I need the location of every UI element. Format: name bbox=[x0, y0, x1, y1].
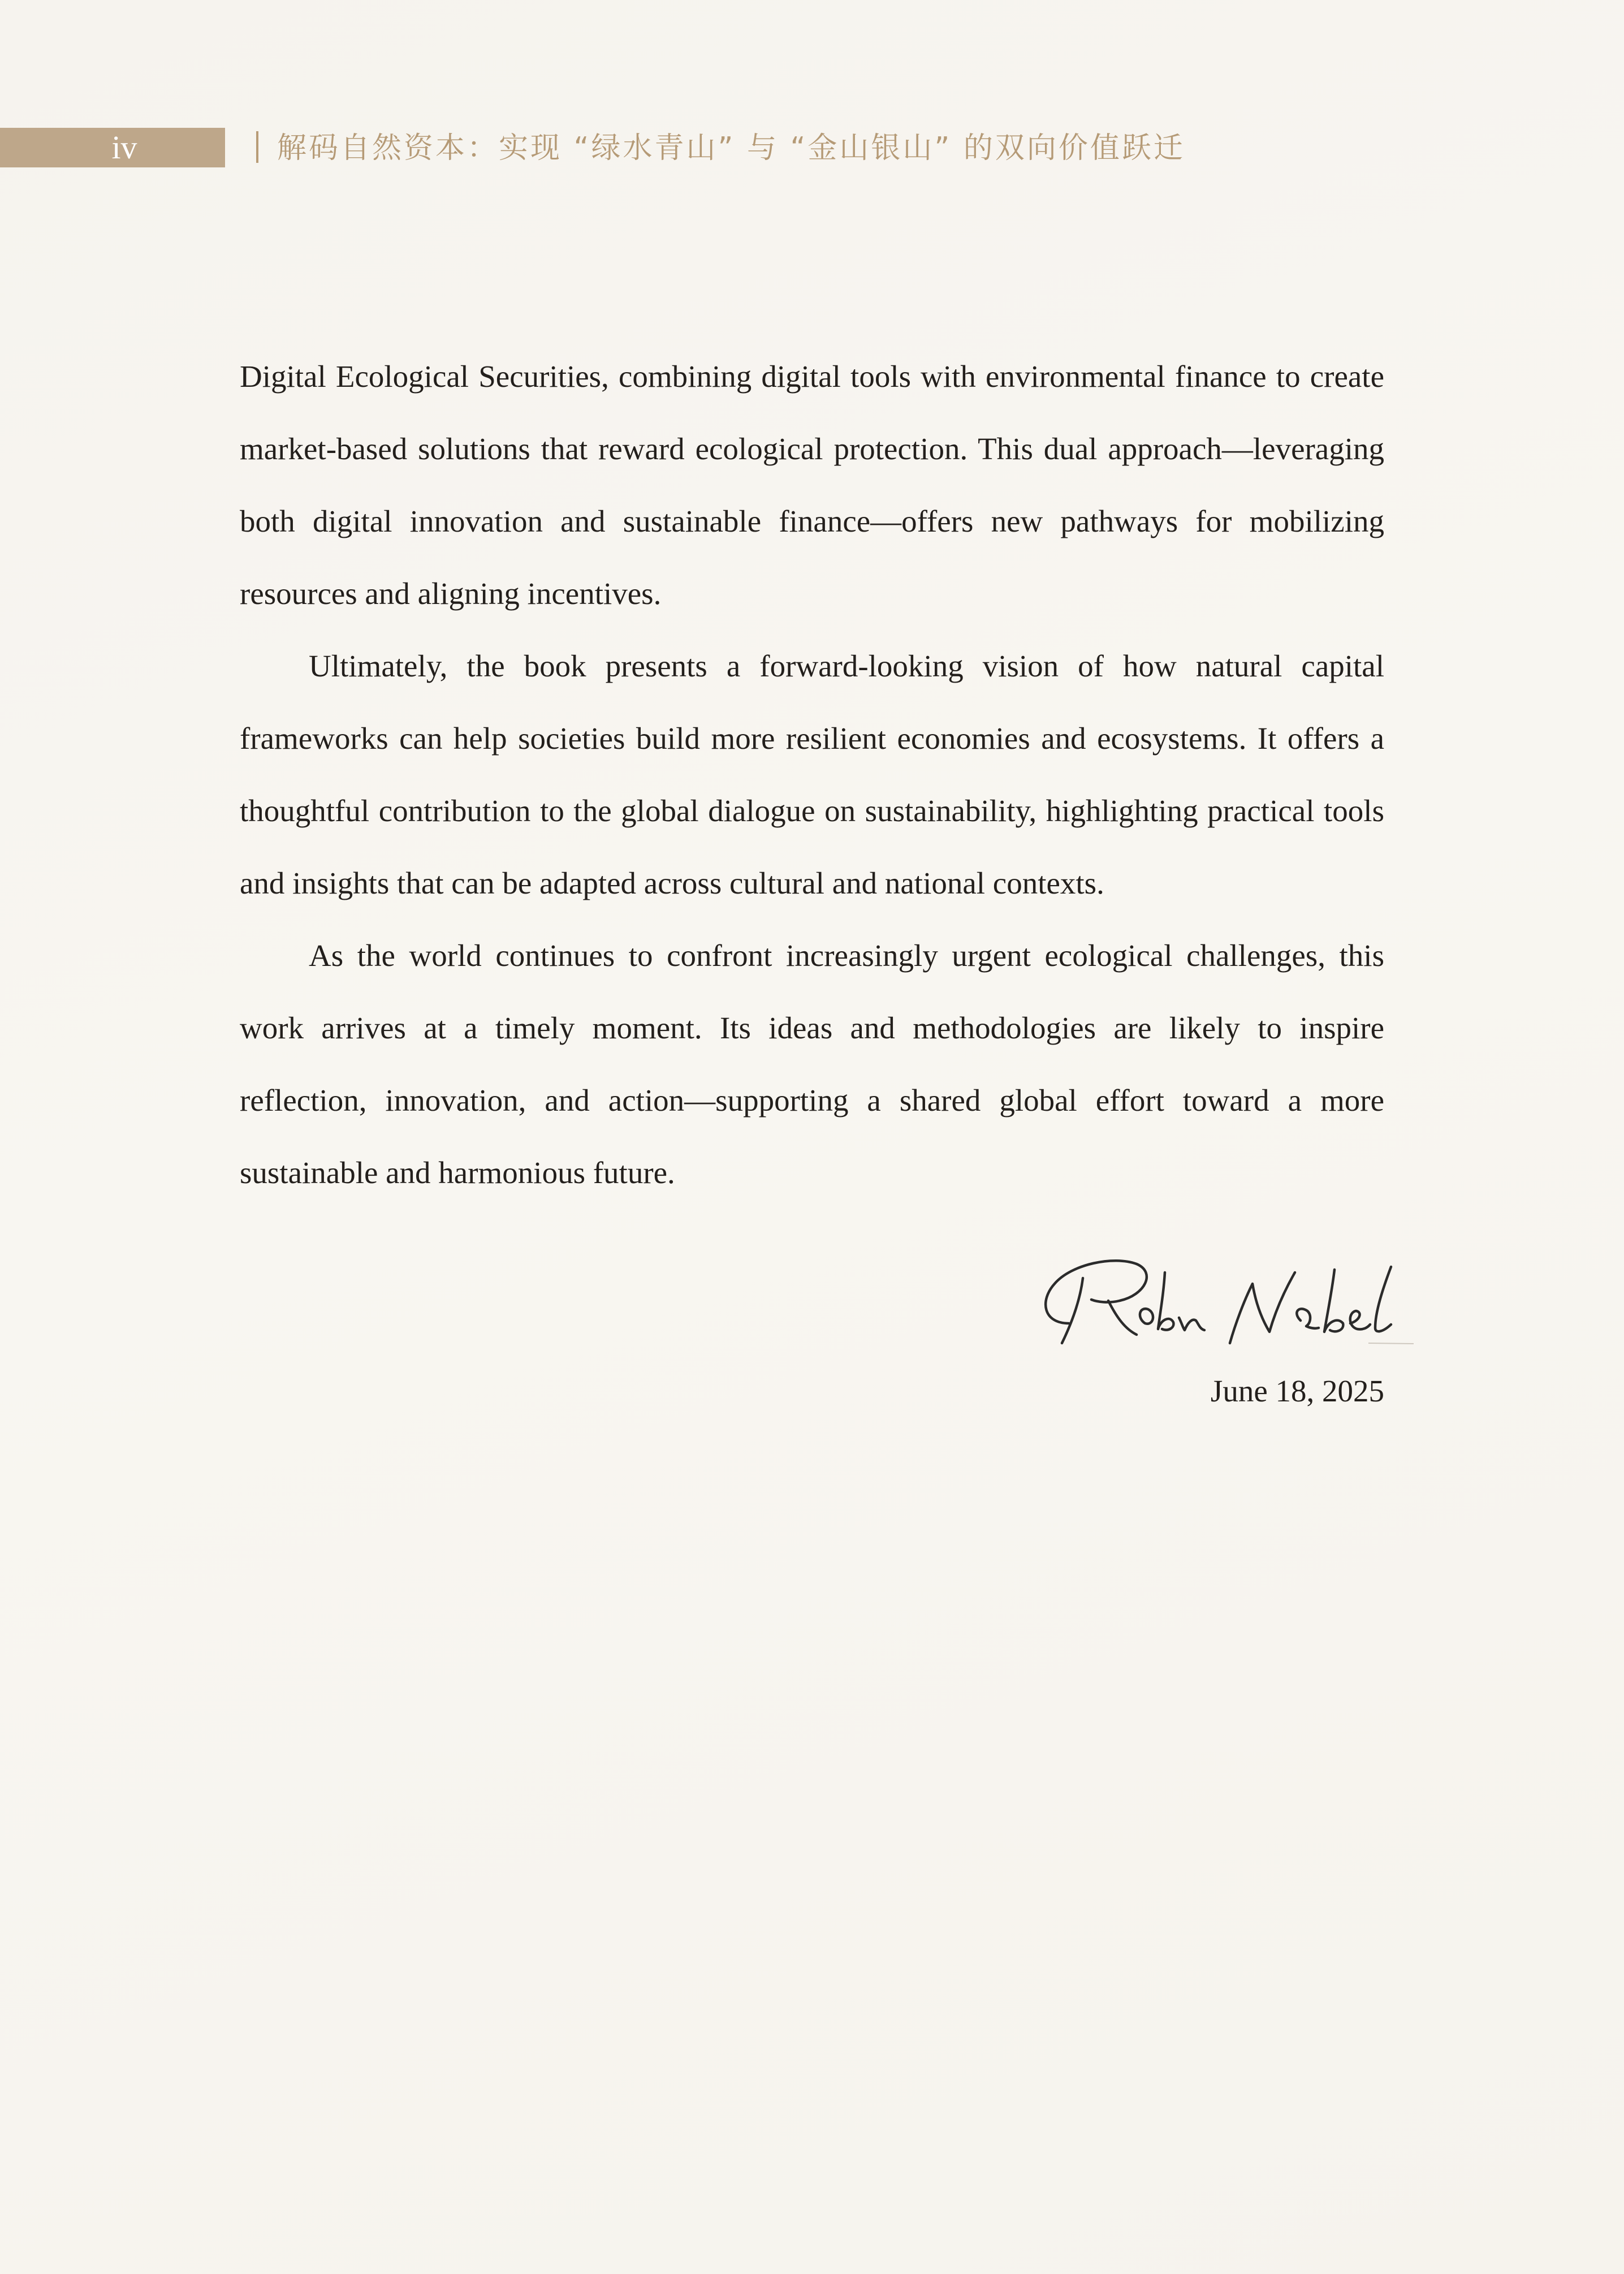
paragraph: Ultimately, the book presents a forward-looking vision of how natural capital frameworks can help societies build more resilient economies and ecosystems. It offers a thoughtful contribution to the global dialogue on sustainability, highlighting practical tools and insights that can be adapted across cultural and national contexts. bbox=[240, 649, 1384, 900]
running-header-title: 解码自然资本：实现 “绿水青山” 与 “金山银山” 的双向价值跃迁 bbox=[277, 131, 1185, 165]
page-number: iv bbox=[111, 129, 137, 166]
paragraph-continued: Digital Ecological Securities, combining digital tools with environmental finance to create market-based solutions that reward ecological protection. This dual approach—leveraging both digital innovation and sustainable finance—offers new pathways for mobilizing resources and aligning incentives. bbox=[240, 359, 1384, 611]
handwritten-signature bbox=[1029, 1239, 1414, 1357]
body-text bbox=[240, 340, 1384, 1209]
paragraph: As the world continues to confront increasingly urgent ecological challenges, this work arrives at a timely moment. Its ideas and methodologies are likely to inspire reflection, innovation, and action—supporting a shared global effort toward a more sustainable and harmonious future. bbox=[240, 938, 1384, 1190]
sign-date: June 18, 2025 bbox=[1210, 1374, 1384, 1408]
header-divider bbox=[256, 131, 258, 163]
